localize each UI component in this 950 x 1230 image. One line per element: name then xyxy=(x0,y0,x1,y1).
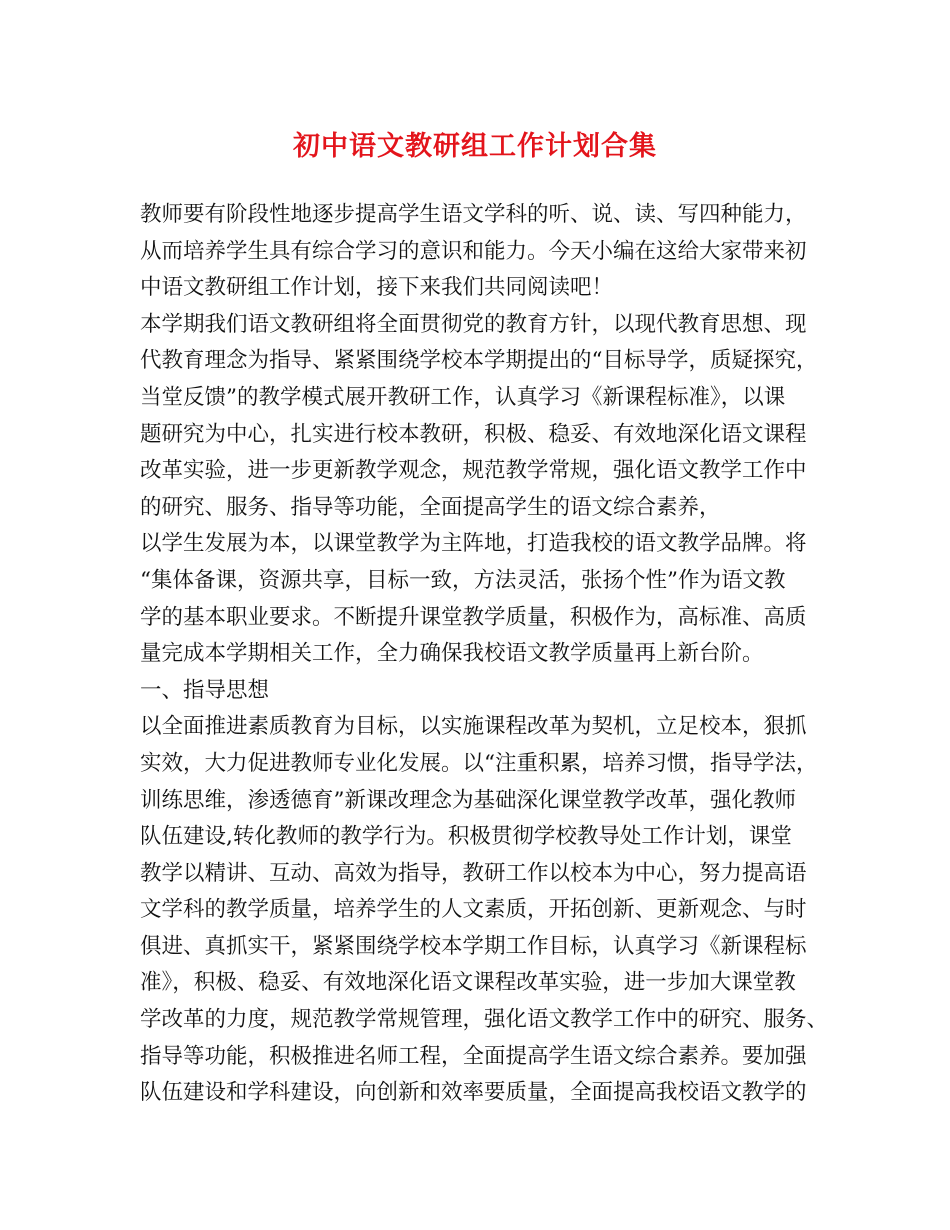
body-line: 一、指导思想 xyxy=(140,677,270,703)
body-line: 俱进、真抓实干，紧紧围绕学校本学期工作目标，认真学习《新课程标 xyxy=(140,933,807,959)
body-line: 改革实验，进一步更新教学观念，规范教学常规，强化语文教学工作中 xyxy=(140,458,807,484)
body-line: 以学生发展为本，以课堂教学为主阵地，打造我校的语文教学品牌。将 xyxy=(140,531,807,557)
body-line: 指导等功能，积极推进名师工程，全面提高学生语文综合素养。要加强 xyxy=(140,1043,807,1069)
body-line: 准》，积极、稳妥、有效地深化语文课程改革实验，进一步加大课堂教 xyxy=(140,970,796,996)
body-line: 文学科的教学质量，培养学生的人文素质，开拓创新、更新观念、与时 xyxy=(140,897,807,923)
body-line: 以全面推进素质教育为目标，以实施课程改革为契机，立足校本，狠抓 xyxy=(140,714,807,740)
body-line: 学的基本职业要求。不断提升课堂教学质量，积极作为，高标准、高质 xyxy=(140,604,807,630)
body-line: 队伍建设和学科建设，向创新和效率要质量，全面提高我校语文教学的 xyxy=(140,1080,807,1106)
body-line: 当堂反馈”的教学模式展开教研工作，认真学习《新课程标准》，以课 xyxy=(140,384,786,410)
body-line: 训练思维，渗透德育”新课改理念为基础深化课堂教学改革，强化教师 xyxy=(140,787,796,813)
body-line: “集体备课，资源共享，目标一致，方法灵活，张扬个性”作为语文教 xyxy=(140,567,786,593)
body-line: 本学期我们语文教研组将全面贯彻党的教育方针，以现代教育思想、现 xyxy=(140,311,807,337)
body-line: 代教育理念为指导、紧紧围绕学校本学期提出的“目标导学，质疑探究， xyxy=(140,348,818,374)
body-line: 从而培养学生具有综合学习的意识和能力。今天小编在这给大家带来初 xyxy=(140,238,807,264)
body-line: 题研究为中心，扎实进行校本教研，积极、稳妥、有效地深化语文课程 xyxy=(140,421,807,447)
body-line: 队伍建设,转化教师的教学行为。积极贯彻学校教导处工作计划，课堂 xyxy=(140,824,792,850)
document-body xyxy=(140,197,830,1112)
body-line: 实效，大力促进教师专业化发展。以“注重积累，培养习惯，指导学法， xyxy=(140,750,818,776)
body-line: 量完成本学期相关工作，全力确保我校语文教学质量再上新台阶。 xyxy=(140,641,764,667)
document-title: 初中语文教研组工作计划合集 xyxy=(293,131,657,162)
body-line: 中语文教研组工作计划，接下来我们共同阅读吧！ xyxy=(140,275,614,301)
body-line: 的研究、服务、指导等功能，全面提高学生的语文综合素养， xyxy=(140,494,721,520)
body-line: 教师要有阶段性地逐步提高学生语文学科的听、说、读、写四种能力， xyxy=(140,202,807,227)
body-line: 学改革的力度，规范教学常规管理，强化语文教学工作中的研究、服务、 xyxy=(140,1007,829,1033)
body-line: 教学以精讲、互动、高效为指导，教研工作以校本为中心，努力提高语 xyxy=(140,860,807,886)
